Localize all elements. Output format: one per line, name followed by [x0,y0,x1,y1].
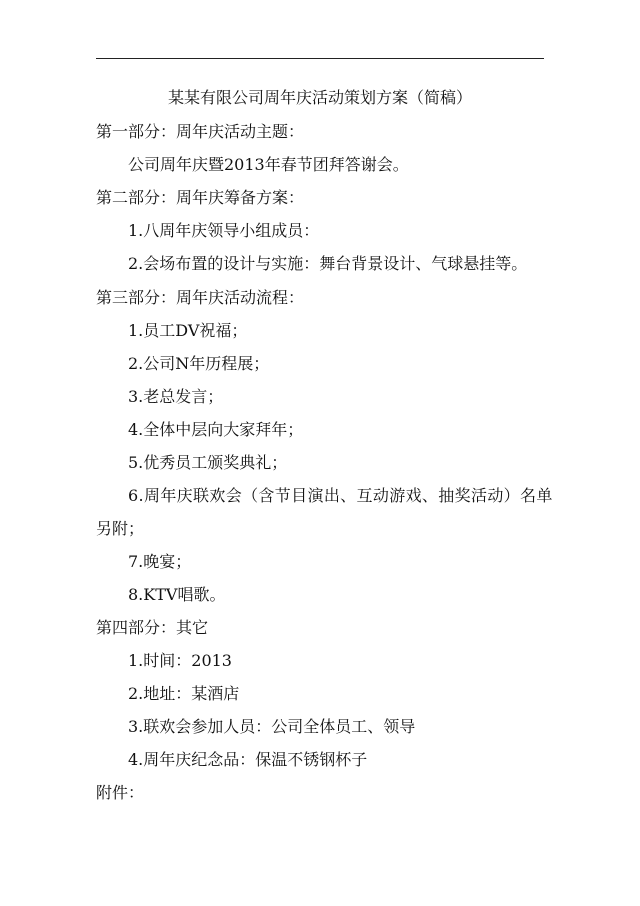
part3-item-continuation: 另附； [96,519,145,538]
part3-item: 5.优秀员工颁奖典礼； [128,453,288,472]
part2-heading: 第二部分：周年庆筹备方案： [96,188,305,207]
part1-body: 公司周年庆暨2013年春节团拜答谢会。 [128,155,409,174]
part4-item: 3.联欢会参加人员：公司全体员工、领导 [128,717,416,736]
part3-item: 4.全体中层向大家拜年； [128,420,304,439]
part3-item: 8.KTV唱歌。 [128,585,226,604]
part3-item: 1.员工DV祝福； [128,321,248,340]
part3-item: 2.公司N年历程展； [128,354,270,373]
part3-heading: 第三部分：周年庆活动流程： [96,288,305,307]
header-rule [96,58,544,59]
part4-item: 1.时间：2013 [128,651,232,670]
part4-item: 4.周年庆纪念品：保温不锈钢杯子 [128,750,368,769]
part2-item: 1.八周年庆领导小组成员： [128,221,320,240]
document-title: 某某有限公司周年庆活动策划方案（简稿） [167,88,472,107]
part2-item: 2.会场布置的设计与实施：舞台背景设计、气球悬挂等。 [128,254,528,273]
attachment-label: 附件： [96,783,145,802]
part4-item: 2.地址：某酒店 [128,684,240,703]
part3-item: 6.周年庆联欢会（含节目演出、互动游戏、抽奖活动）名单 [128,486,553,505]
part4-heading: 第四部分：其它 [96,618,209,637]
part3-item: 3.老总发言； [128,387,224,406]
part1-heading: 第一部分：周年庆活动主题： [96,122,305,141]
part3-item: 7.晚宴； [128,552,192,571]
